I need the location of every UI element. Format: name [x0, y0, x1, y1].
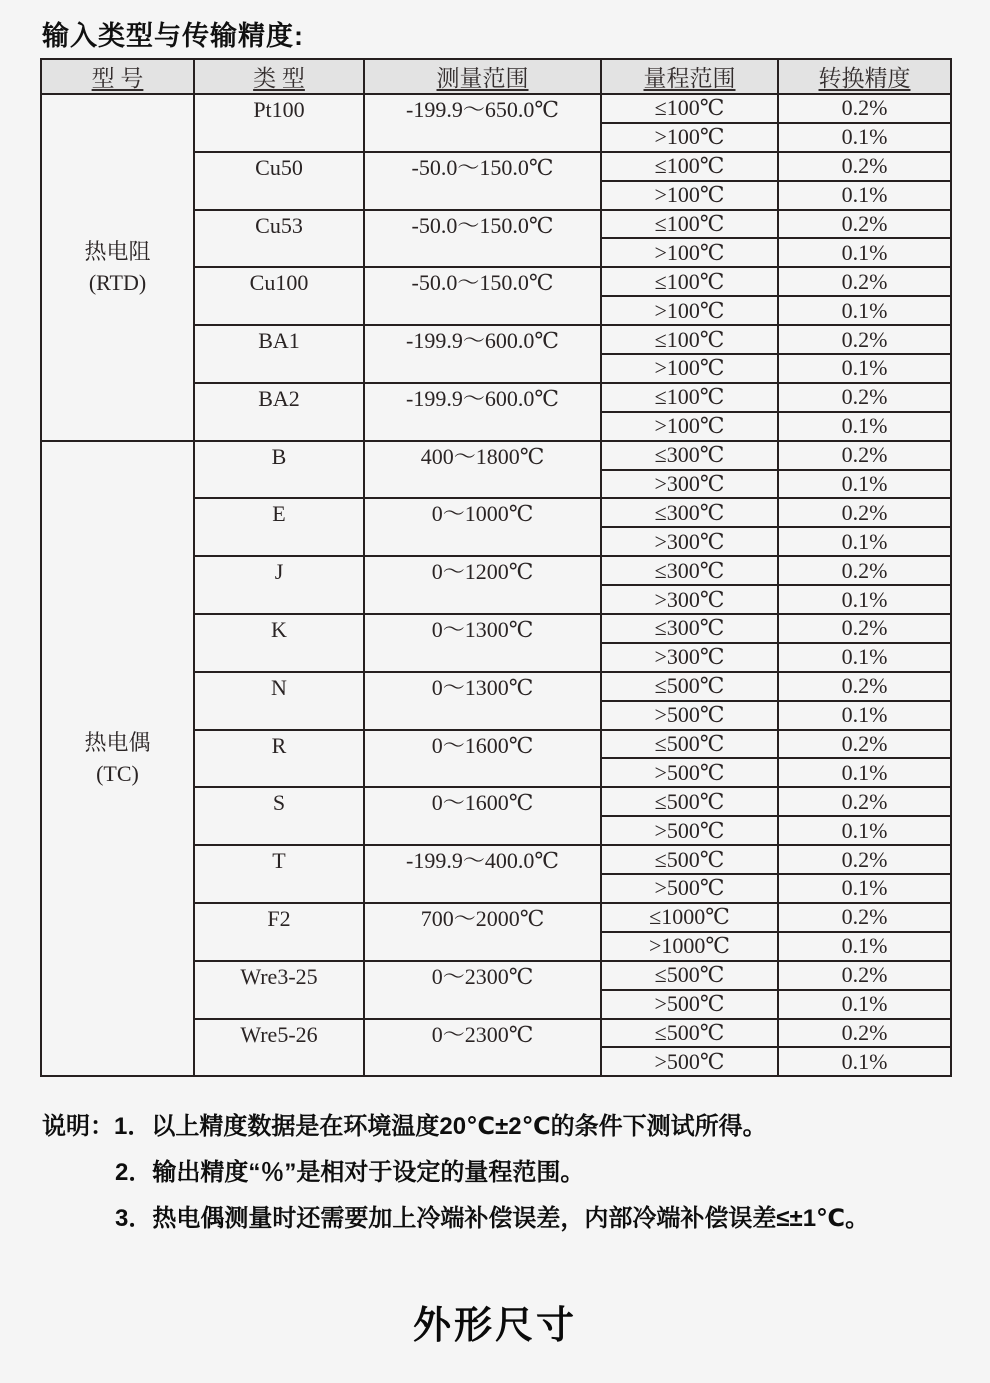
range-cell: -199.9～600.0℃: [364, 383, 601, 441]
type-cell: Wre3-25: [194, 961, 364, 1019]
spec-table: [40, 58, 952, 1077]
type-cell: K: [194, 614, 364, 672]
accuracy-cell: 0.2%: [778, 325, 951, 354]
accuracy-cell: 0.1%: [778, 990, 951, 1019]
accuracy-cell: 0.1%: [778, 354, 951, 383]
range-cell: 0～2300℃: [364, 1019, 601, 1077]
header-row: [41, 59, 951, 94]
accuracy-cell: 0.2%: [778, 730, 951, 759]
range-cell: 0～1000℃: [364, 498, 601, 556]
range-cell: 0～1600℃: [364, 730, 601, 788]
accuracy-cell: 0.2%: [778, 267, 951, 296]
range-cell: 400～1800℃: [364, 441, 601, 499]
accuracy-cell: 0.1%: [778, 758, 951, 787]
span-cell: ≤300℃: [601, 498, 778, 527]
model-sublabel: (RTD): [88, 270, 147, 296]
span-cell: ≤500℃: [601, 961, 778, 990]
accuracy-cell: 0.2%: [778, 1019, 951, 1048]
accuracy-cell: 0.2%: [778, 498, 951, 527]
type-cell: F2: [194, 903, 364, 961]
span-cell: ≤500℃: [601, 672, 778, 701]
type-cell: S: [194, 787, 364, 845]
span-cell: ≤1000℃: [601, 903, 778, 932]
range-cell: -199.9～400.0℃: [364, 845, 601, 903]
accuracy-cell: 0.2%: [778, 210, 951, 239]
col-header-model: 型 号: [41, 59, 194, 94]
accuracy-cell: 0.1%: [778, 123, 951, 152]
accuracy-cell: 0.2%: [778, 152, 951, 181]
accuracy-cell: 0.2%: [778, 672, 951, 701]
model-label: 热电阻: [84, 239, 151, 265]
type-cell: T: [194, 845, 364, 903]
span-cell: >300℃: [601, 643, 778, 672]
model-cell: [41, 94, 194, 441]
span-cell: >500℃: [601, 874, 778, 903]
accuracy-cell: 0.2%: [778, 845, 951, 874]
span-cell: >500℃: [601, 1047, 778, 1076]
accuracy-cell: 0.1%: [778, 816, 951, 845]
col-header-accuracy: 转换精度: [778, 59, 951, 94]
span-cell: ≤100℃: [601, 94, 778, 123]
accuracy-cell: 0.1%: [778, 932, 951, 961]
accuracy-cell: 0.1%: [778, 181, 951, 210]
model-cell: [41, 441, 194, 1077]
accuracy-cell: 0.1%: [778, 238, 951, 267]
range-cell: -50.0～150.0℃: [364, 210, 601, 268]
type-cell: Cu100: [194, 267, 364, 325]
span-cell: >100℃: [601, 238, 778, 267]
type-cell: E: [194, 498, 364, 556]
spec-table-body: [41, 94, 951, 1076]
col-header-span: 量程范围: [601, 59, 778, 94]
span-cell: ≤300℃: [601, 614, 778, 643]
note-item-1: 1．以上精度数据是在环境温度20℃±2℃的条件下测试所得。: [114, 1113, 767, 1140]
range-cell: 0～1600℃: [364, 787, 601, 845]
outline-dimensions-heading: 外形尺寸: [412, 1305, 577, 1347]
span-cell: ≤500℃: [601, 730, 778, 759]
span-cell: ≤300℃: [601, 556, 778, 585]
accuracy-cell: 0.1%: [778, 412, 951, 441]
span-cell: ≤500℃: [601, 845, 778, 874]
range-cell: -50.0～150.0℃: [364, 152, 601, 210]
note-line-1: [42, 1104, 977, 1150]
span-cell: ≤100℃: [601, 383, 778, 412]
span-cell: >500℃: [601, 701, 778, 730]
note-item-2: 2．输出精度“％”是相对于设定的量程范围。: [115, 1159, 585, 1186]
type-cell: Wre5-26: [194, 1019, 364, 1077]
range-cell: 0～2300℃: [364, 961, 601, 1019]
model-label: 热电偶: [84, 730, 151, 756]
span-cell: >100℃: [601, 181, 778, 210]
range-cell: -199.9～600.0℃: [364, 325, 601, 383]
span-cell: ≤100℃: [601, 210, 778, 239]
span-cell: ≤500℃: [601, 1019, 778, 1048]
accuracy-cell: 0.2%: [778, 94, 951, 123]
span-cell: >100℃: [601, 412, 778, 441]
accuracy-cell: 0.2%: [778, 441, 951, 470]
col-header-range: 测量范围: [364, 59, 601, 94]
table-row: [41, 94, 951, 123]
span-cell: >100℃: [601, 296, 778, 325]
range-cell: -50.0～150.0℃: [364, 267, 601, 325]
page-title: 输入类型与传输精度:: [42, 21, 304, 51]
span-cell: >300℃: [601, 585, 778, 614]
accuracy-cell: 0.1%: [778, 701, 951, 730]
span-cell: >300℃: [601, 470, 778, 499]
range-cell: -199.9～650.0℃: [364, 94, 601, 152]
accuracy-cell: 0.2%: [778, 556, 951, 585]
type-cell: Pt100: [194, 94, 364, 152]
span-cell: >100℃: [601, 354, 778, 383]
span-cell: ≤100℃: [601, 152, 778, 181]
model-sublabel: (TC): [96, 761, 139, 787]
accuracy-cell: 0.2%: [778, 614, 951, 643]
span-cell: >1000℃: [601, 932, 778, 961]
span-cell: ≤500℃: [601, 787, 778, 816]
span-cell: >500℃: [601, 816, 778, 845]
type-cell: BA1: [194, 325, 364, 383]
span-cell: >500℃: [601, 990, 778, 1019]
range-cell: 0～1300℃: [364, 614, 601, 672]
accuracy-cell: 0.1%: [778, 296, 951, 325]
range-cell: 0～1300℃: [364, 672, 601, 730]
type-cell: R: [194, 730, 364, 788]
span-cell: >500℃: [601, 758, 778, 787]
accuracy-cell: 0.1%: [778, 643, 951, 672]
notes-section: [42, 1104, 977, 1242]
accuracy-cell: 0.1%: [778, 585, 951, 614]
range-cell: 0～1200℃: [364, 556, 601, 614]
accuracy-cell: 0.2%: [778, 903, 951, 932]
span-cell: ≤100℃: [601, 267, 778, 296]
accuracy-cell: 0.2%: [778, 383, 951, 412]
type-cell: Cu50: [194, 152, 364, 210]
accuracy-cell: 0.1%: [778, 1047, 951, 1076]
notes-prefix: 说明：: [42, 1113, 114, 1140]
span-cell: ≤300℃: [601, 441, 778, 470]
span-cell: ≤100℃: [601, 325, 778, 354]
span-cell: >100℃: [601, 123, 778, 152]
note-item-3: 3．热电偶测量时还需要加上冷端补偿误差，内部冷端补偿误差≤±1℃。: [115, 1205, 870, 1232]
table-row: [41, 441, 951, 470]
span-cell: >300℃: [601, 527, 778, 556]
accuracy-cell: 0.1%: [778, 470, 951, 499]
type-cell: N: [194, 672, 364, 730]
type-cell: J: [194, 556, 364, 614]
col-header-type: 类 型: [194, 59, 364, 94]
type-cell: BA2: [194, 383, 364, 441]
range-cell: 700～2000℃: [364, 903, 601, 961]
accuracy-cell: 0.2%: [778, 787, 951, 816]
accuracy-cell: 0.1%: [778, 527, 951, 556]
type-cell: Cu53: [194, 210, 364, 268]
accuracy-cell: 0.1%: [778, 874, 951, 903]
type-cell: B: [194, 441, 364, 499]
accuracy-cell: 0.2%: [778, 961, 951, 990]
